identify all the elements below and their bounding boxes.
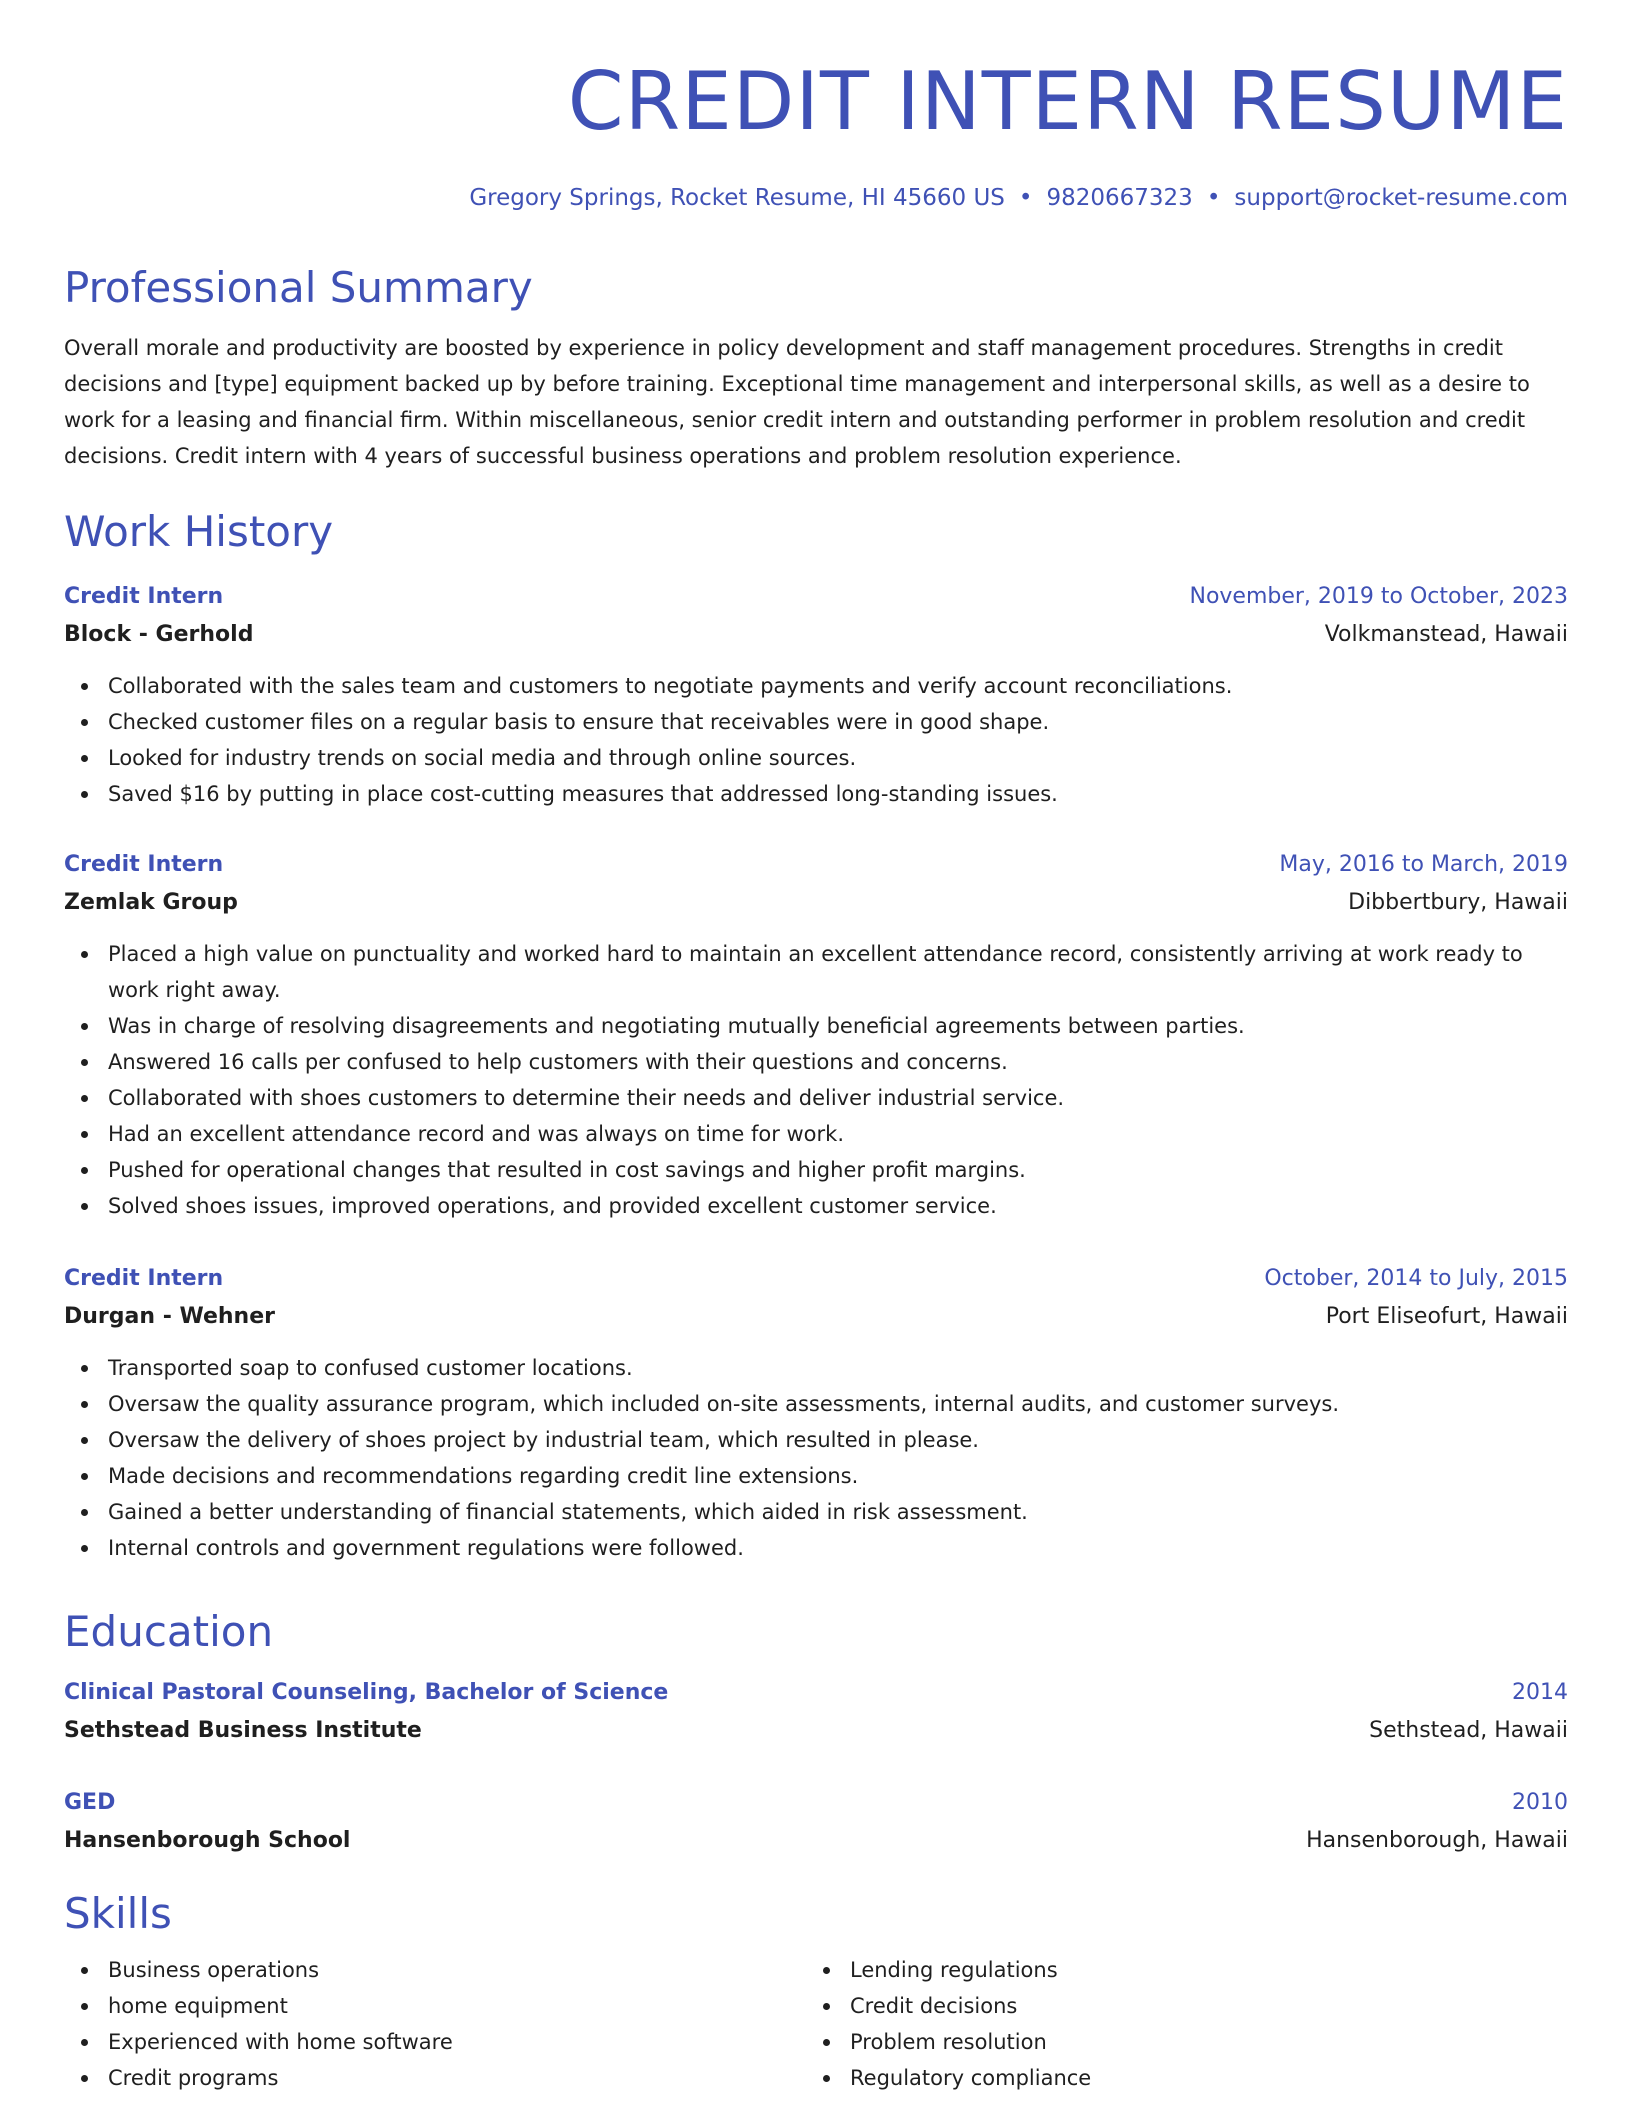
education-year: 2010 — [1512, 1790, 1568, 1815]
contact-line — [469, 178, 1568, 218]
skills-column-left — [64, 1952, 764, 2096]
bullet-item: Saved $16 by putting in place cost-cutting measures that addressed long-standing issues. — [108, 776, 1568, 812]
education-entry — [64, 1784, 1568, 1860]
bullet-item: Collaborated with shoes customers to determine their needs and deliver industrial service. — [108, 1080, 1568, 1116]
education-entry — [64, 1674, 1568, 1750]
skills-bullets — [64, 1952, 764, 2096]
bullet-item: Collaborated with the sales team and customers to negotiate payments and verify account reconciliations. — [108, 668, 1568, 704]
bullet-item: Pushed for operational changes that resulted in cost savings and higher profit margins. — [108, 1152, 1568, 1188]
job-role: Credit Intern — [64, 852, 224, 877]
job-location: Dibbertbury, Hawaii — [1348, 890, 1568, 915]
skill-item: Credit programs — [108, 2060, 764, 2096]
skill-item: Regulatory compliance — [850, 2060, 1506, 2096]
bullet-item: Placed a high value on punctuality and worked hard to maintain an excellent attendance record, consistently arriving at work ready to work right away. — [108, 936, 1568, 1008]
job-bullets — [64, 936, 1568, 1224]
education-degree: GED — [64, 1790, 116, 1815]
education-school: Sethstead Business Institute — [64, 1718, 422, 1743]
summary-text: Overall morale and productivity are boosted by experience in policy development and staff management procedures. Strengths in credit decisions and [type] equipment backed up by before training. Exceptional time management and interpersonal skills, as well as a desire to work for a leasing and financial firm. Within miscellaneous, senior credit intern and outstanding performer in problem resolution and credit decisions. Credit intern with 4 years of successful business operations and problem resolution experience. — [64, 336, 1530, 468]
bullet-item: Was in charge of resolving disagreements and negotiating mutually beneficial agreements between parties. — [108, 1008, 1568, 1044]
job-entry — [64, 846, 1568, 1224]
education-location: Sethstead, Hawaii — [1369, 1718, 1568, 1743]
bullet-item: Checked customer files on a regular basis to ensure that receivables were in good shape. — [108, 704, 1568, 740]
section-heading-skills: Skills — [64, 1889, 172, 1938]
skill-item: Credit decisions — [850, 1988, 1506, 2024]
job-company: Block - Gerhold — [64, 622, 254, 647]
skills-bullets — [806, 1952, 1506, 2096]
summary-section — [64, 260, 1568, 474]
job-bullets — [64, 668, 1568, 812]
job-location: Port Eliseofurt, Hawaii — [1325, 1304, 1568, 1329]
section-heading-summary: Professional Summary — [64, 263, 533, 312]
bullet-item: Gained a better understanding of financial statements, which aided in risk assessment. — [108, 1494, 1568, 1530]
job-bullets — [64, 1350, 1568, 1566]
bullet-item: Solved shoes issues, improved operations, and provided excellent customer service. — [108, 1188, 1568, 1224]
bullet-item: Transported soap to confused customer locations. — [108, 1350, 1568, 1386]
job-location: Volkmanstead, Hawaii — [1324, 622, 1568, 647]
job-entry — [64, 1260, 1568, 1566]
contact-separator: • — [1018, 185, 1033, 211]
section-heading-education: Education — [64, 1607, 274, 1656]
job-dates: November, 2019 to October, 2023 — [1189, 584, 1568, 609]
section-heading-work: Work History — [64, 507, 334, 556]
skills-section — [64, 1886, 1568, 1942]
job-role: Credit Intern — [64, 1266, 224, 1291]
skill-item: Problem resolution — [850, 2024, 1506, 2060]
education-section — [64, 1604, 1568, 1660]
job-company: Zemlak Group — [64, 890, 238, 915]
work-history-section — [64, 504, 1568, 560]
contact-phone: 9820667323 — [1046, 185, 1193, 211]
resume-title: CREDIT INTERN RESUME — [567, 55, 1568, 148]
job-dates: October, 2014 to July, 2015 — [1264, 1266, 1568, 1291]
job-dates: May, 2016 to March, 2019 — [1279, 852, 1568, 877]
bullet-item: Made decisions and recommendations regarding credit line extensions. — [108, 1458, 1568, 1494]
skill-item: Lending regulations — [850, 1952, 1506, 1988]
bullet-item: Internal controls and government regulations were followed. — [108, 1530, 1568, 1566]
skill-item: Business operations — [108, 1952, 764, 1988]
bullet-item: Answered 16 calls per confused to help customers with their questions and concerns. — [108, 1044, 1568, 1080]
contact-address: Gregory Springs, Rocket Resume, HI 45660 US — [469, 185, 1005, 211]
education-location: Hansenborough, Hawaii — [1306, 1828, 1568, 1853]
job-entry — [64, 578, 1568, 812]
bullet-item: Looked for industry trends on social media and through online sources. — [108, 740, 1568, 776]
skill-item: home equipment — [108, 1988, 764, 2024]
education-degree: Clinical Pastoral Counseling, Bachelor of Science — [64, 1680, 669, 1705]
bullet-item: Oversaw the delivery of shoes project by industrial team, which resulted in please. — [108, 1422, 1568, 1458]
contact-separator: • — [1206, 185, 1221, 211]
skill-item: Experienced with home software — [108, 2024, 764, 2060]
job-role: Credit Intern — [64, 584, 224, 609]
bullet-item: Had an excellent attendance record and was always on time for work. — [108, 1116, 1568, 1152]
job-company: Durgan - Wehner — [64, 1304, 275, 1329]
contact-email: support@rocket-resume.com — [1234, 185, 1568, 211]
education-school: Hansenborough School — [64, 1828, 351, 1853]
bullet-item: Oversaw the quality assurance program, which included on-site assessments, internal audits, and customer surveys. — [108, 1386, 1568, 1422]
education-year: 2014 — [1512, 1680, 1568, 1705]
skills-column-right — [806, 1952, 1506, 2096]
